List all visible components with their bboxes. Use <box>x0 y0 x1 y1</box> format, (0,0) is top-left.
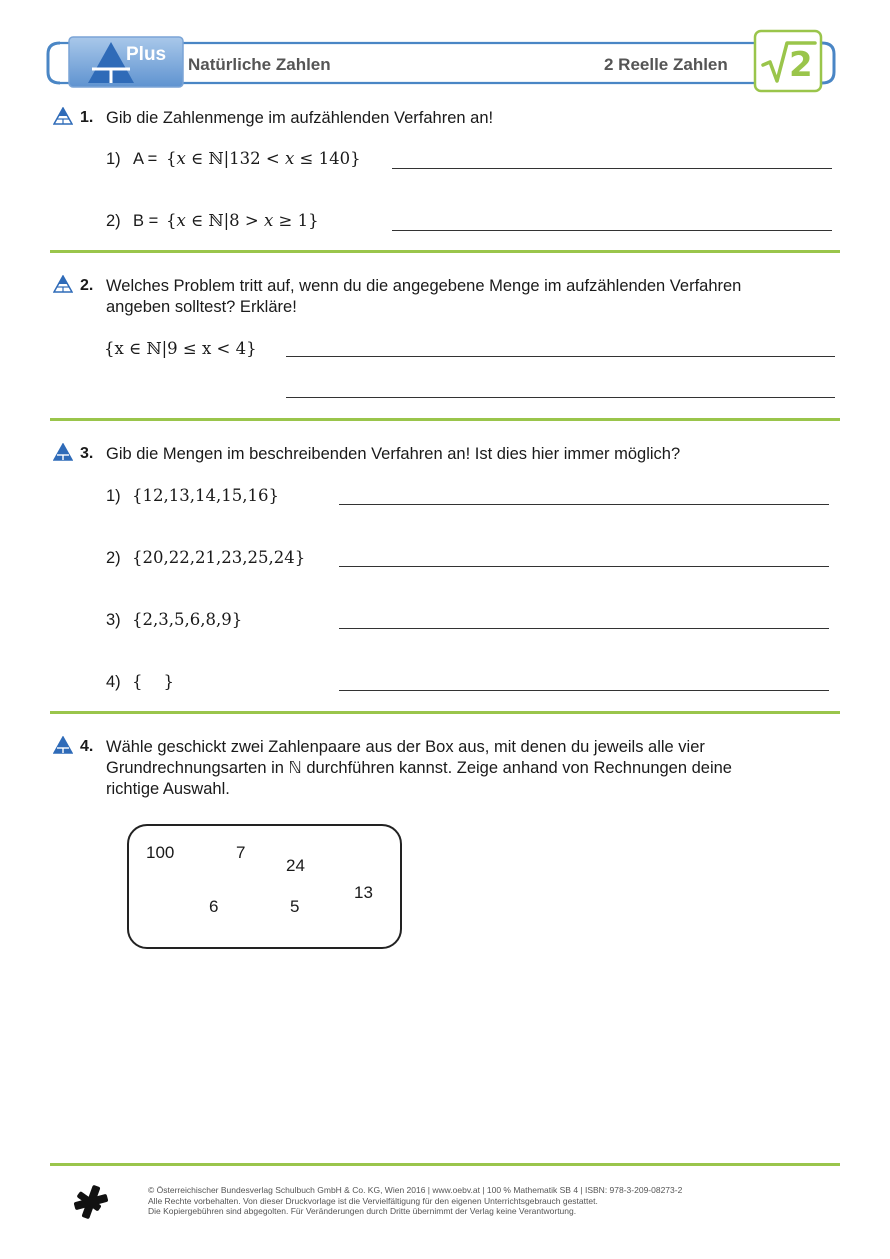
task-text-line: Grundrechnungsarten in ℕ durchführen kannst. Zeige anhand von Rechnungen deine <box>106 759 732 777</box>
item-label: 3) <box>106 611 121 629</box>
logo-text: Plus <box>126 44 167 65</box>
publisher-logo-icon <box>72 1183 110 1221</box>
box-number: 13 <box>354 883 373 902</box>
copyright-notice <box>148 1185 682 1217</box>
answer-line[interactable] <box>339 628 829 629</box>
answer-line[interactable] <box>339 566 829 567</box>
footer-divider <box>50 1163 840 1166</box>
set-expression: {x ∈ ℕ|9 ≤ x < 4} <box>104 339 257 358</box>
answer-line[interactable] <box>286 356 835 357</box>
task-number: 3. <box>80 445 94 462</box>
footer-line: Alle Rechte vorbehalten. Von dieser Druckvorlage ist die Vervielfältigung für den eigenen Unterrichtsgebrauch gestattet. <box>148 1195 598 1206</box>
section-divider <box>50 250 840 253</box>
item-label: 1) <box>106 150 121 168</box>
difficulty-icon <box>53 275 73 293</box>
task-text: Gib die Zahlenmenge im aufzählenden Verfahren an! <box>106 109 494 127</box>
item-label: 2) <box>106 549 121 567</box>
item-label: 4) <box>106 673 121 691</box>
box-number: 100 <box>146 843 175 862</box>
task-text-line: Wähle geschickt zwei Zahlenpaare aus der Box aus, mit denen du jeweils alle vier <box>106 738 705 756</box>
badge-digit: 2 <box>789 45 813 85</box>
item-prefix: A = <box>133 150 158 168</box>
set-expression: {𝑥 ∈ ℕ|132 < 𝑥 ≤ 140} <box>166 149 361 168</box>
box-number: 6 <box>209 897 219 916</box>
item-prefix: B = <box>133 212 159 230</box>
section-divider <box>50 418 840 421</box>
sqrt-badge <box>753 29 823 93</box>
answer-line[interactable] <box>286 397 835 398</box>
task-text-line: Welches Problem tritt auf, wenn du die angegebene Menge im aufzählenden Verfahren <box>106 277 742 295</box>
difficulty-icon <box>53 736 73 754</box>
answer-line[interactable] <box>339 690 829 691</box>
set-expression: { } <box>132 672 174 691</box>
set-expression: {12,13,14,15,16} <box>132 486 279 505</box>
section-divider <box>50 711 840 714</box>
task-number: 1. <box>80 109 94 126</box>
difficulty-icon <box>53 443 73 461</box>
chapter-title: 2 Reelle Zahlen <box>604 55 728 74</box>
set-expression: {2,3,5,6,8,9} <box>132 610 243 629</box>
task-number: 4. <box>80 738 94 755</box>
box-number: 7 <box>236 843 246 862</box>
plus-logo <box>68 36 184 88</box>
task-number: 2. <box>80 277 94 294</box>
set-expression: {𝑥 ∈ ℕ|8 > 𝑥 ≥ 1} <box>166 211 319 230</box>
footer-line: © Österreichischer Bundesverlag Schulbuch GmbH & Co. KG, Wien 2016 | www.oebv.at | 100 % Mathematik SB 4 | ISBN: 978-3-209-08273-2 <box>148 1185 683 1195</box>
badge-text <box>753 29 754 30</box>
footer-line: Die Kopiergebühren sind abgegolten. Für Veränderungen durch Dritte übernimmt der Verlag keine Verantwortung. <box>148 1206 577 1216</box>
task-text-line: angeben solltest? Erkläre! <box>106 298 297 316</box>
answer-line[interactable] <box>392 168 832 169</box>
item-label: 1) <box>106 487 121 505</box>
item-label: 2) <box>106 212 121 230</box>
box-number: 24 <box>286 856 305 875</box>
difficulty-icon <box>53 107 73 125</box>
section-title: Natürliche Zahlen <box>188 55 331 74</box>
answer-line[interactable] <box>339 504 829 505</box>
task-text: Gib die Mengen im beschreibenden Verfahren an! Ist dies hier immer möglich? <box>106 445 681 463</box>
answer-line[interactable] <box>392 230 832 231</box>
set-expression: {20,22,21,23,25,24} <box>132 548 306 567</box>
box-number: 5 <box>290 897 300 916</box>
task-text-line: richtige Auswahl. <box>106 780 230 798</box>
